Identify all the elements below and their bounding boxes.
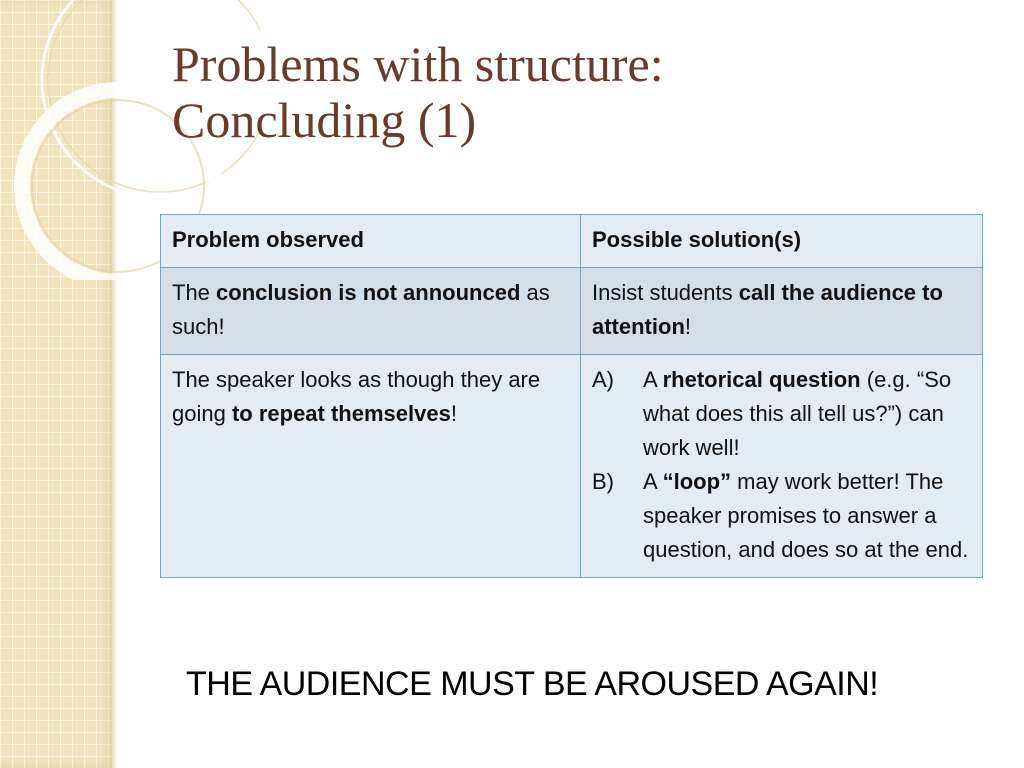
text-segment: ! — [684, 314, 692, 339]
problem-cell — [161, 268, 581, 355]
problem-cell — [161, 355, 581, 578]
list-item-text — [643, 363, 972, 465]
list-item-text — [643, 465, 972, 567]
emphasis-text: to repeat themselves — [231, 401, 451, 426]
list-marker: B) — [592, 469, 614, 494]
list-item — [592, 465, 972, 567]
emphasis-text: conclusion is not announced — [216, 280, 521, 305]
emphasis-text: rhetorical question — [662, 367, 861, 392]
text-segment: as such! — [172, 280, 550, 339]
emphasis-text: call the audience to attention — [592, 280, 943, 339]
text-segment: (e.g. “So what does this all tell us?”) can work well! — [643, 367, 952, 460]
text-segment: A — [643, 469, 663, 494]
footer-callout: THE AUDIENCE MUST BE AROUSED AGAIN! — [186, 665, 879, 703]
header-problem-observed: Problem observed — [161, 215, 581, 268]
header-possible-solutions: Possible solution(s) — [581, 215, 983, 268]
table-row — [161, 268, 983, 355]
solution-list-cell — [581, 355, 983, 578]
solution-cell — [581, 268, 983, 355]
emphasis-text: “loop” — [662, 469, 732, 494]
table-header-row — [161, 215, 983, 268]
text-segment: Insist students — [592, 280, 739, 305]
title-line-2: Concluding (1) — [172, 92, 477, 148]
title-line-1: Problems with structure: — [172, 36, 664, 92]
text-segment: ! — [450, 401, 457, 426]
text-segment: may work better! The speaker promises to answer a question, and does so at the end. — [643, 469, 969, 562]
list-marker: A) — [592, 367, 614, 392]
list-item — [592, 363, 972, 465]
text-segment: The — [172, 280, 217, 305]
text-segment: The speaker looks as though they are going — [172, 367, 541, 426]
table-row — [161, 355, 983, 578]
text-segment: A — [643, 367, 663, 392]
problems-table — [160, 214, 983, 578]
slide-title — [172, 36, 992, 148]
